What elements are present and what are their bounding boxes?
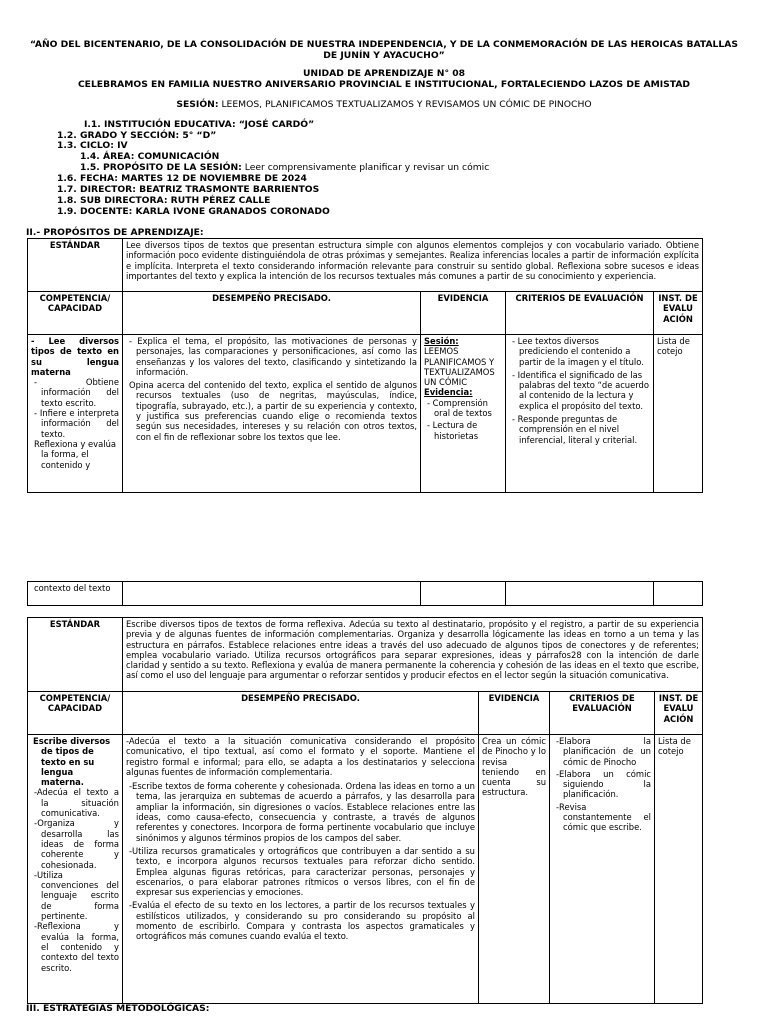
competencia-header: COMPETENCIA/ CAPACIDAD xyxy=(28,292,123,335)
capacidad-item-continued: contexto del texto xyxy=(34,583,111,593)
evidencia-header: EVIDENCIA xyxy=(421,292,506,335)
unit-subtitle: CELEBRAMOS EN FAMILIA NUESTRO ANIVERSARIO PROVINCIAL E INSTITUCIONAL, FORTALECIENDO LAZOS DE AMISTAD xyxy=(77,79,691,90)
evidencia-cell xyxy=(421,335,506,493)
info-teacher: 1.9. DOCENTE: KARLA IVONE GRANADOS CORONADO xyxy=(57,206,330,217)
evidencia-label: Evidencia: xyxy=(424,387,473,398)
inst-header: INST. DE EVALU ACIÓN xyxy=(654,292,703,335)
capacidad-item: -Adecúa el texto a la situación comunicativa. xyxy=(34,787,119,819)
estandar-text: Lee diversos tipos de textos que presentan estructura simple con algunos elementos complejos y con vocabulario variado. Obtiene información poco evidente distinguiéndola de otras próximas y semejantes. Realiza inferencias locales a partir de información explícita e implícita. Interpreta el texto considerando información relevante para construir su sentido global. Reflexiona sobre sucesos e ideas importantes del texto y explica la intención de los recursos textuales más comunes a partir de su conocimiento y experiencia. xyxy=(123,239,703,292)
year-title-line-2: DE JUNÍN Y AYACUCHO” xyxy=(323,50,445,61)
info-date: 1.6. FECHA: MARTES 12 DE NOVIEMBRE DE 2024 xyxy=(57,173,307,184)
criterios-cell xyxy=(506,335,654,493)
estandar-header: ESTÁNDAR xyxy=(28,239,123,292)
section-2-title: II.- PROPÓSITOS DE APRENDIZAJE: xyxy=(26,227,204,238)
unit-title: UNIDAD DE APRENDIZAJE N° 08 xyxy=(302,68,466,79)
inst-cell: Lista de cotejo xyxy=(655,735,703,1004)
desempeno-item: -Escribe textos de forma coherente y cohesionada. Ordena las ideas en torno a un tema, las jerarquiza en subtemas de acuerdo a párrafos, y las desarrolla para ampliar la información, sin digresiones o vacíos. Establece relaciones entre las ideas, como causa-efecto, consecuencia y contraste, a través de algunos referentes y conectores. Incorpora de forma pertinente vocabulario que incluye sinónimos y algunos términos propios de los campos del saber. xyxy=(129,781,475,843)
estandar-text: Escribe diversos tipos de textos de forma reflexiva. Adecúa su texto al destinatario, propósito y el registro, a partir de su experiencia previa y de algunas fuentes de información complementarias. Organiza y desarrolla lógicamente las ideas en torno a un tema y las estructura en párrafos. Establece relaciones entre ideas a través del uso adecuado de algunos tipos de conectores y de referentes; emplea vocabulario variado. Utiliza recursos ortográficos para separar expresiones, ideas y párrafos28 con la intención de darle claridad y sentido a su texto. Reflexiona y evalúa de manera permanente la coherencia y cohesión de las ideas en el texto que escribe, así como el uso del lenguaje para argumentar o reforzar sentidos y producir efectos en el lector según la situación comunicativa. xyxy=(123,618,703,692)
competencia-title: - Lee diversos tipos de texto en su lengua materna xyxy=(31,336,119,377)
info-area: 1.4. ÁREA: COMUNICACIÓN xyxy=(80,151,220,162)
competencia-cell xyxy=(28,335,123,493)
criterios-header: CRITERIOS DE EVALUACIÓN xyxy=(550,692,655,735)
evidencia-header: EVIDENCIA xyxy=(479,692,550,735)
inst-cell: Lista de cotejo xyxy=(654,335,703,493)
session-line xyxy=(0,99,768,110)
capacidad-item: - Infiere e interpreta información del texto. xyxy=(34,408,119,439)
purposes-table-writing xyxy=(27,617,703,1004)
capacidad-item: -Reflexiona y evalúa la forma, el contenido y contexto del texto escrito. xyxy=(34,921,119,973)
desempeno-cell xyxy=(123,735,479,1004)
criterios-header: CRITERIOS DE EVALUACIÓN xyxy=(506,292,654,335)
purposes-table-reading xyxy=(27,238,703,493)
evidencia-item: - Lectura de historietas xyxy=(427,420,479,441)
desempeno-header: DESEMPEÑO PRECISADO. xyxy=(123,292,421,335)
desempeno-cell xyxy=(123,335,421,493)
capacidad-item: - Obtiene información del texto escrito. xyxy=(34,377,119,408)
session-value: LEEMOS, PLANIFICAMOS TEXTUALIZAMOS Y REVISAMOS UN CÓMIC DE PINOCHO xyxy=(221,99,592,110)
info-director: 1.7. DIRECTOR: BEATRIZ TRASMONTE BARRIENTOS xyxy=(57,184,320,195)
inst-header: INST. DE EVALU ACIÓN xyxy=(655,692,703,735)
desempeno-header: DESEMPEÑO PRECISADO. xyxy=(123,692,479,735)
info-cycle: 1.3. CICLO: IV xyxy=(57,140,128,151)
criterio-item: - Lee textos diversos prediciendo el contenido a partir de la imagen y el título. xyxy=(512,336,644,367)
capacidad-item: -Utiliza convenciones del lenguaje escrito de forma pertinente. xyxy=(34,869,119,922)
desempeno-item: Opina acerca del contenido del texto, explica el sentido de algunos recursos textuales (uso de negritas, mayúsculas, índice, tipografía, subrayado, etc.), a partir de su experiencia y contexto, y justifica sus preferencias cuando elige o recomienda textos según sus necesidades, intereses y su relación con otros textos, con el fin de reflexionar sobre los textos que lee. xyxy=(129,380,417,442)
info-purpose xyxy=(80,162,489,173)
criterio-item: -Revisa constantemente el cómic que escribe. xyxy=(556,801,651,833)
evidencia-session-label: Sesión: xyxy=(424,336,459,346)
evidencia-item: - Comprensión oral de textos xyxy=(427,397,492,419)
competencia-cell xyxy=(28,735,123,1004)
criterio-item: - Responde preguntas de comprensión en el nivel inferencial, literal y criterial. xyxy=(512,414,638,445)
info-grade: 1.2. GRADO Y SECCIÓN: 5° “D” xyxy=(57,130,217,141)
capacidad-item: -Organiza y desarrolla las ideas de forma coherente y cohesionada. xyxy=(34,818,119,870)
capacidad-item: Reflexiona y evalúa la forma, el contenido y xyxy=(34,438,117,470)
competencia-header: COMPETENCIA/ CAPACIDAD xyxy=(28,692,123,735)
year-title-line-1: “AÑO DEL BICENTENARIO, DE LA CONSOLIDACIÓN DE NUESTRA INDEPENDENCIA, Y DE LA CONMEMORACIÓN DE LAS HEROICAS BATALLAS xyxy=(30,39,738,50)
info-purpose-label: 1.5. PROPÓSITO DE LA SESIÓN: xyxy=(80,162,242,173)
criterio-item: -Elabora la planificación de un cómic de Pinocho xyxy=(556,736,651,767)
competencia-cell-continued xyxy=(28,582,123,606)
criterio-item: -Elabora un cómic siguiendo la planificación. xyxy=(556,768,651,800)
desempeno-item: -Evalúa el efecto de su texto en los lectores, a partir de los recursos textuales y estilísticos utilizados, y considerando su pro considerando su propósito al momento de escribirlo. Compara y contrasta los aspectos gramaticales y ortográficos más comunes cuando evalúa el texto. xyxy=(129,900,475,942)
desempeno-item: -Utiliza recursos gramaticales y ortográficos que contribuyen a dar sentido a su texto, e incorpora algunos recursos textuales para reforzar dicho sentido. Emplea algunas figuras retóricas, para caracterizar personas, personajes y escenarios, o para elaborar patrones rítmicos o versos libres, con el fin de expresar sus experiencias y emociones. xyxy=(129,845,475,898)
desempeno-item: -Adecúa el texto a la situación comunicativa considerando el propósito comunicativo, el tipo textual, así como el formato y el soporte. Mantiene el registro formal e informal; para ello, se adapta a los destinatarios y selecciona algunas fuentes de información complementaria. xyxy=(126,736,475,777)
estandar-header: ESTÁNDAR xyxy=(28,618,123,692)
info-purpose-value: Leer comprensivamente planificar y revisar un cómic xyxy=(244,162,490,173)
info-institution: I.1. INSTITUCIÓN EDUCATIVA: “JOSÉ CARDÓ” xyxy=(84,119,315,130)
session-label: SESIÓN: xyxy=(176,99,219,110)
section-3-title: III. ESTRATEGIAS METODOLÓGICAS: xyxy=(26,1003,210,1014)
evidencia-session: LEEMOS PLANIFICAMOS Y TEXTUALIZAMOS UN CÓMIC xyxy=(424,346,495,388)
evidencia-cell: Crea un cómic de Pinocho y lo revisa teniendo en cuenta su estructura. xyxy=(479,735,550,1004)
criterios-cell xyxy=(550,735,655,1004)
criterio-item: - Identifica el significado de las palabras del texto “de acuerdo al contenido de la lectura y explica el propósito del texto. xyxy=(512,369,650,411)
info-subdirector: 1.8. SUB DIRECTORA: RUTH PÉREZ CALLE xyxy=(57,195,271,206)
competencia-title: Escribe diversos de tipos de texto en su lengua materna. xyxy=(33,736,111,788)
desempeno-item: - Explica el tema, el propósito, las motivaciones de personas y personajes, las comparaciones y personificaciones, así como las enseñanzas y los valores del texto, clasificando y sintetizando la información. xyxy=(129,336,417,377)
purposes-table-reading-continued xyxy=(27,581,703,606)
